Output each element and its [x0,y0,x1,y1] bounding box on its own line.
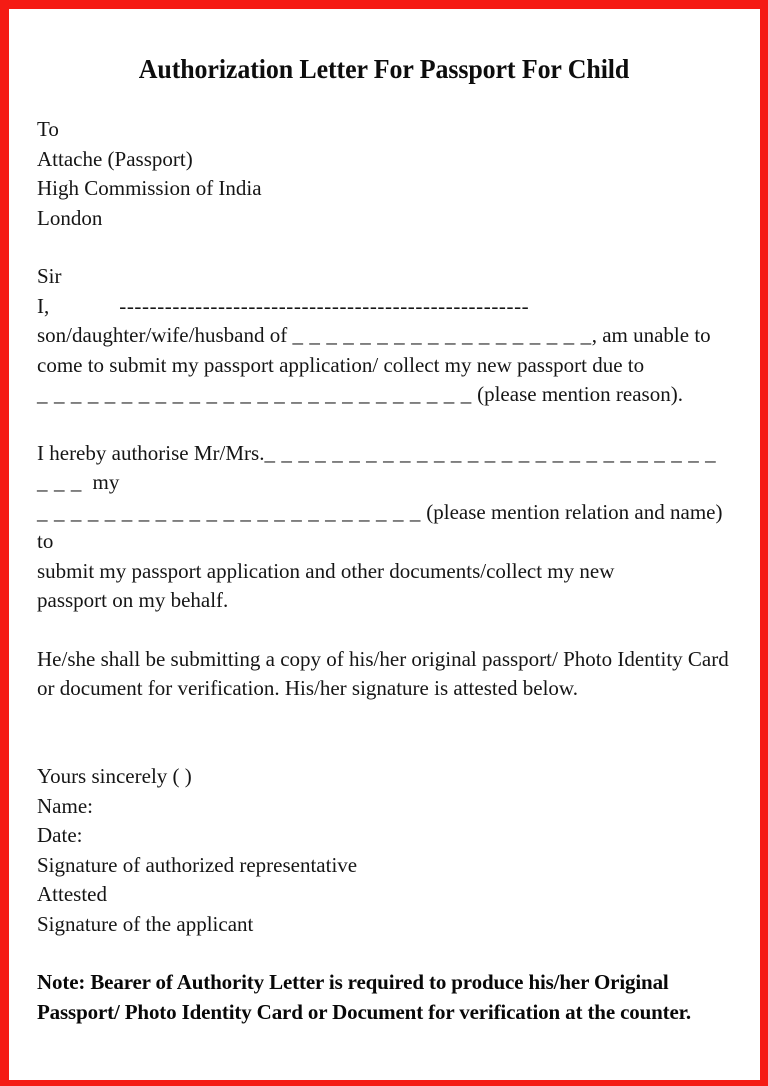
closing-attested: Attested [37,882,107,906]
authorise-prefix: I hereby authorise Mr/Mrs. [37,440,265,465]
addressee-office: Attache (Passport) [37,146,193,171]
closing-signature-applicant: Signature of the applicant [37,911,254,936]
closing-name: Name: [37,793,93,818]
relation-name-suffix: (please mention relation and name) to [37,499,728,553]
closing-signature-representative: Signature of authorized representative [37,852,358,877]
authorisation-line-2 [37,498,731,557]
reason-fill[interactable]: _ _ _ _ _ _ _ _ _ _ _ _ _ _ _ _ _ _ _ _ _ _ _ _ _ _ [37,382,472,406]
parent-name-fill[interactable]: _ _ _ _ _ _ _ _ _ _ _ _ _ _ _ _ _ _ [292,323,592,347]
note-text: Note: Bearer of Authority Letter is required to produce his/her Original Passport/ Photo Identity Card or Document for verification at the counter. [37,970,692,1024]
authorisation-line-1 [37,439,731,498]
authorisation-block [37,439,731,616]
declaration-name-fill[interactable]: ------------------------------------------------------ [119,293,530,318]
addressee-to: To [37,117,59,141]
document-sheet [9,9,760,1080]
relation-prefix: son/daughter/wife/husband of [37,323,293,347]
closing-date: Date: [37,823,83,847]
verification-paragraph: He/she shall be submitting a copy of his/her original passport/ Photo Identity Card or document for verification. His/her signature is attested below. [37,646,729,700]
note-block [37,968,731,1057]
authorised-person-fill[interactable]: _ _ _ _ _ _ _ _ _ _ _ _ _ _ _ _ _ _ _ _ _ _ _ _ _ _ _ _ _ _ [37,440,723,494]
verification-block [37,645,731,734]
declaration-block [37,262,731,410]
declaration-line-2 [37,321,731,351]
authorisation-line-3: submit my passport application and other documents/collect my new [37,558,615,583]
reason-suffix: (please mention reason). [471,382,683,406]
document-content [37,52,731,1057]
authorisation-line-4: passport on my behalf. [37,588,229,612]
addressee-mission: High Commission of India [37,176,262,200]
closing-sincerely: Yours sincerely ( ) [37,764,192,788]
authorise-line1-suffix: my [82,470,120,494]
addressee-block [37,115,731,233]
addressee-city: London [37,205,103,230]
declaration-line-4 [37,380,731,410]
declaration-line-1 [37,292,731,322]
document-title: Authorization Letter For Passport For Child [138,54,630,84]
declaration-name-prefix: I, [37,293,50,318]
relation-name-fill[interactable]: _ _ _ _ _ _ _ _ _ _ _ _ _ _ _ _ _ _ _ _ _ _ _ [37,499,421,524]
relation-suffix: , am unable to [591,323,711,347]
closing-block [37,762,731,939]
salutation: Sir [37,264,62,288]
declaration-line-3: come to submit my passport application/ collect my new passport due to [37,352,645,377]
